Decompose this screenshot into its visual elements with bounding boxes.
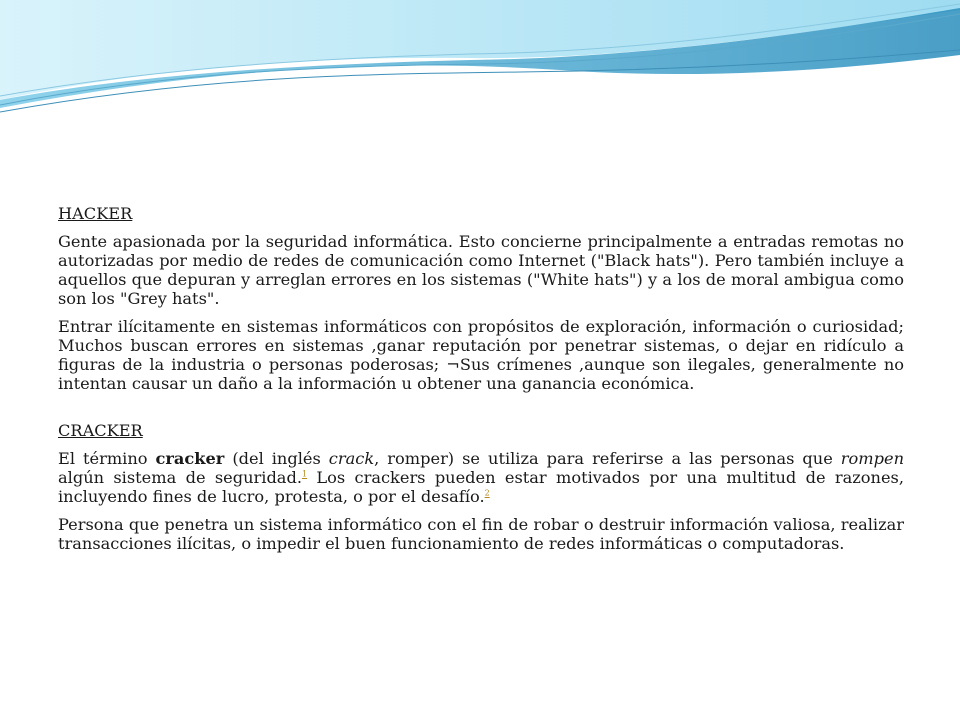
hacker-paragraph-1: Gente apasionada por la seguridad informática. Esto concierne principalmente a entradas remotas no autorizadas por medio de redes de comunicación como Internet ("Black hats"). Pero también incluye a aquellos que depuran y arreglan errores en los sistemas ("White hats") y a los de moral ambigua como son los "Grey hats". xyxy=(58,232,904,308)
term-crack: crack xyxy=(328,449,375,468)
document-body xyxy=(58,204,904,562)
term-rompen: rompen xyxy=(840,449,904,468)
term-cracker: cracker xyxy=(155,449,225,468)
cracker-paragraph-1 xyxy=(58,449,904,506)
cracker-paragraph-2: Persona que penetra un sistema informático con el fin de robar o destruir información valiosa, realizar transacciones ilícitas, o impedir el buen funcionamiento de redes informáticas o computadoras. xyxy=(58,515,904,553)
footnote-link-1[interactable]: 1 xyxy=(301,469,308,479)
decorative-wave-header xyxy=(0,0,960,120)
text: , romper) se utiliza para referirse a las personas que xyxy=(374,449,841,468)
section-gap xyxy=(58,402,904,421)
footnote-link-2[interactable]: 2 xyxy=(484,488,490,498)
text: (del inglés xyxy=(224,449,329,468)
cracker-heading: CRACKER xyxy=(58,421,143,440)
text: Los crackers pueden estar motivados por una multitud de razones, incluyendo fines de lucro, protesta, o por el desafío. xyxy=(58,468,904,506)
hacker-paragraph-2: Entrar ilícitamente en sistemas informáticos con propósitos de exploración, información o curiosidad; Muchos buscan errores en sistemas ,ganar reputación por penetrar sistemas, o dejar en ridículo a figuras de la industria o personas poderosas; ¬Sus crímenes ,aunque son ilegales, generalmente no intentan causar un daño a la información u obtener una ganancia económica. xyxy=(58,317,904,393)
hacker-heading: HACKER xyxy=(58,204,133,223)
text: El término xyxy=(58,449,156,468)
text: algún sistema de seguridad. xyxy=(58,468,302,487)
